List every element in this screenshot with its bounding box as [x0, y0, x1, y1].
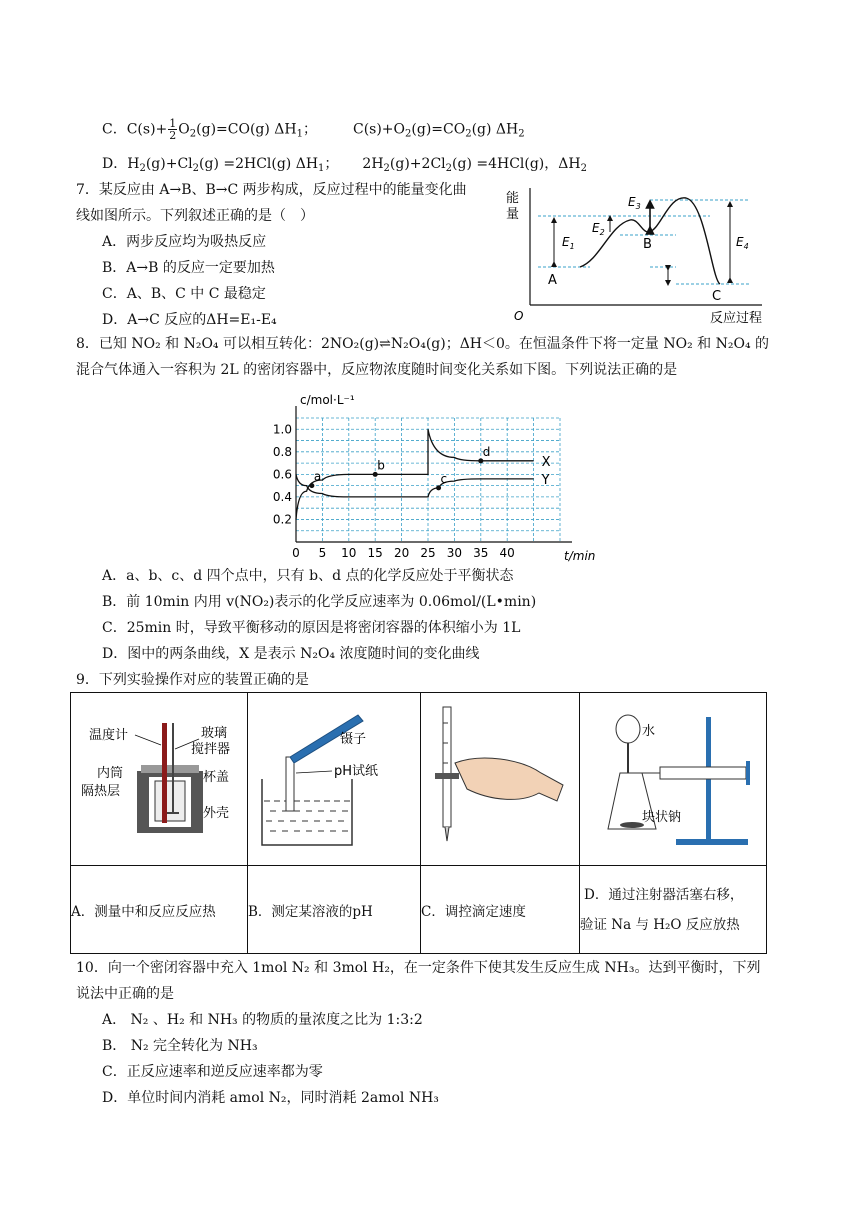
lid — [141, 765, 199, 773]
q8-option-c: C．25min 时，导致平衡移动的原因是将密闭容器的体积缩小为 1L — [102, 620, 521, 636]
point-label-b: b — [377, 458, 385, 473]
x-tick-label: 5 — [318, 546, 327, 560]
x-tick-label: 10 — [341, 546, 357, 560]
caption-d-line2: 验证 Na 与 H₂O 反应放热 — [580, 916, 740, 933]
q8-option-d: D．图中的两条曲线，X 是表示 N₂O₄ 浓度随时间的变化曲线 — [102, 646, 480, 662]
q7-option-b: B．A→B 的反应一定要加热 — [102, 260, 275, 276]
label-shell: 外壳 — [203, 806, 230, 821]
label-sodium: 块状钠 — [642, 810, 682, 825]
q6-option-c: C．C(s)+ $\frac{1}{2}$ $O_2(g)=CO(g)$ $\Delta H_1$； $C(s)+O_2(g)=CO_2(g)$ $\Delta H_2$ — [102, 117, 525, 142]
y-tick-label: 0.6 — [272, 467, 292, 482]
x-tick-label: 15 — [367, 546, 383, 560]
point-d — [478, 458, 483, 463]
q10-option-b: B． N₂ 完全转化为 NH₃ — [102, 1038, 258, 1054]
q10-stem-line2: 说法中正确的是 — [76, 986, 174, 1002]
calorimeter-figure — [71, 693, 247, 861]
label-glass: 玻璃 — [201, 726, 228, 741]
x-tick-label: 40 — [499, 546, 515, 560]
label-water: 水 — [642, 724, 656, 739]
q7-option-d: D．A→C 反应的ΔH=E₁-E₄ — [102, 312, 277, 328]
point-a-label: A — [548, 273, 557, 288]
label-stirrer: 搅拌器 — [191, 742, 231, 757]
q8-stem-line1: 8．已知 NO₂ 和 N₂O₄ 可以相互转化：2NO₂(g)⇌N₂O₄(g)；ΔH＜0。在恒温条件下将一定量 NO₂ 和 N₂O₄ 的 — [76, 336, 770, 352]
label-insulation: 隔热层 — [81, 784, 121, 799]
label-tweezers: 镊子 — [340, 732, 367, 747]
x-tick-label: 0 — [292, 546, 300, 560]
x-tick-label: 20 — [393, 546, 410, 560]
stand-base — [676, 839, 748, 845]
thermometer — [162, 723, 167, 823]
q8-option-b: B．前 10min 内用 v(NO₂)表示的化学反应速率为 0.06mol/(L•min) — [102, 594, 537, 610]
e2-label: $E_2$ — [592, 221, 605, 237]
q8-option-a: A．a、b、c、d 四个点中，只有 b、d 点的化学反应处于平衡状态 — [102, 568, 514, 584]
ylabel-2: 量 — [506, 207, 520, 222]
q6-option-d: D．$H_2(g)+Cl_2(g) =2HCl(g)$ $\Delta H_1$； $2H_2(g)+2Cl_2(g) =4HCl(g)$，$\Delta H_2$ — [102, 156, 587, 174]
point-b-label: B — [643, 237, 652, 252]
q7-stem-line1: 7．某反应由 A→B、B→C 两步构成，反应过程中的能量变化曲 — [76, 182, 467, 198]
caption-a: A．测量中和反应反应热 — [71, 866, 248, 954]
apparatus-calorimeter — [71, 693, 248, 866]
caption-d-line1: D．通过注射器活塞右移， — [584, 886, 744, 903]
x-axis-label: t/min — [564, 549, 596, 563]
x-tick-label: 35 — [473, 546, 489, 560]
ylabel-1: 能 — [506, 191, 520, 206]
sodium-figure — [580, 693, 766, 861]
apparatus-sodium — [580, 693, 767, 866]
q9-stem: 9．下列实验操作对应的装置正确的是 — [76, 672, 309, 688]
syringe — [660, 767, 746, 779]
funnel — [616, 715, 640, 743]
origin-label: O — [514, 309, 524, 323]
xlabel: 反应过程 — [710, 311, 763, 326]
apparatus-table — [70, 692, 767, 954]
caption-b: B．测定某溶液的pH — [248, 866, 421, 954]
series-label-Y: Y — [541, 472, 550, 488]
point-c-label: C — [712, 289, 722, 304]
q8-stem-line2: 混合气体通入一容积为 2L 的密闭容器中，反应物浓度随时间变化关系如下图。下列说法正确的是 — [76, 362, 678, 378]
e3-label: $E_3$ — [628, 195, 641, 211]
label-inner-cup: 内筒 — [97, 766, 124, 781]
burette-figure — [421, 693, 579, 861]
q10-option-c: C．正反应速率和逆反应速率都为零 — [102, 1064, 323, 1080]
y-tick-label: 0.8 — [272, 444, 292, 459]
sodium-piece — [620, 822, 644, 828]
label-lid: 杯盖 — [203, 770, 230, 785]
point-a — [309, 483, 314, 488]
y-tick-label: 0.4 — [272, 489, 292, 504]
ph-figure — [248, 693, 420, 861]
q10-option-d: D．单位时间内消耗 amol N₂，同时消耗 2amol NH₃ — [102, 1090, 439, 1106]
stopcock — [435, 773, 459, 779]
e1-label: $E_1$ — [562, 235, 575, 251]
x-tick-label: 25 — [420, 546, 436, 560]
q7-option-a: A．两步反应均为吸热反应 — [102, 234, 267, 250]
q10-stem-line1: 10．向一个密闭容器中充入 1mol N₂ 和 3mol H₂，在一定条件下使其发生反应生成 NH₃。达到平衡时，下列 — [76, 960, 761, 976]
label-thermometer: 温度计 — [89, 728, 129, 743]
apparatus-ph — [248, 693, 421, 866]
point-label-c: c — [440, 471, 448, 486]
y-axis-label: c/mol·L⁻¹ — [300, 393, 355, 407]
caption-d — [580, 866, 767, 954]
y-tick-label: 1.0 — [272, 422, 292, 437]
inner-cup — [155, 781, 185, 821]
concentration-chart — [260, 390, 596, 563]
point-label-d: d — [482, 444, 491, 459]
hand — [455, 758, 563, 801]
series-label-X: X — [541, 454, 551, 470]
apparatus-burette — [421, 693, 580, 866]
x-tick-label: 30 — [446, 546, 463, 560]
burette — [443, 707, 451, 827]
q7-option-c: C．A、B、C 中 C 最稳定 — [102, 286, 266, 302]
y-tick-label: 0.2 — [272, 512, 292, 527]
point-c — [436, 485, 441, 490]
q10-option-a: A． N₂ 、H₂ 和 NH₃ 的物质的量浓度之比为 1:3:2 — [102, 1012, 423, 1028]
energy-diagram — [500, 180, 770, 328]
label-ph-paper: pH试纸 — [334, 764, 379, 779]
ph-paper — [286, 757, 294, 811]
point-label-a: a — [313, 469, 322, 484]
point-b — [373, 472, 378, 477]
q7-stem-line2: 线如图所示。下列叙述正确的是（ ） — [76, 208, 314, 224]
caption-c: C．调控滴定速度 — [421, 866, 580, 954]
e4-label: $E_4$ — [736, 235, 749, 251]
